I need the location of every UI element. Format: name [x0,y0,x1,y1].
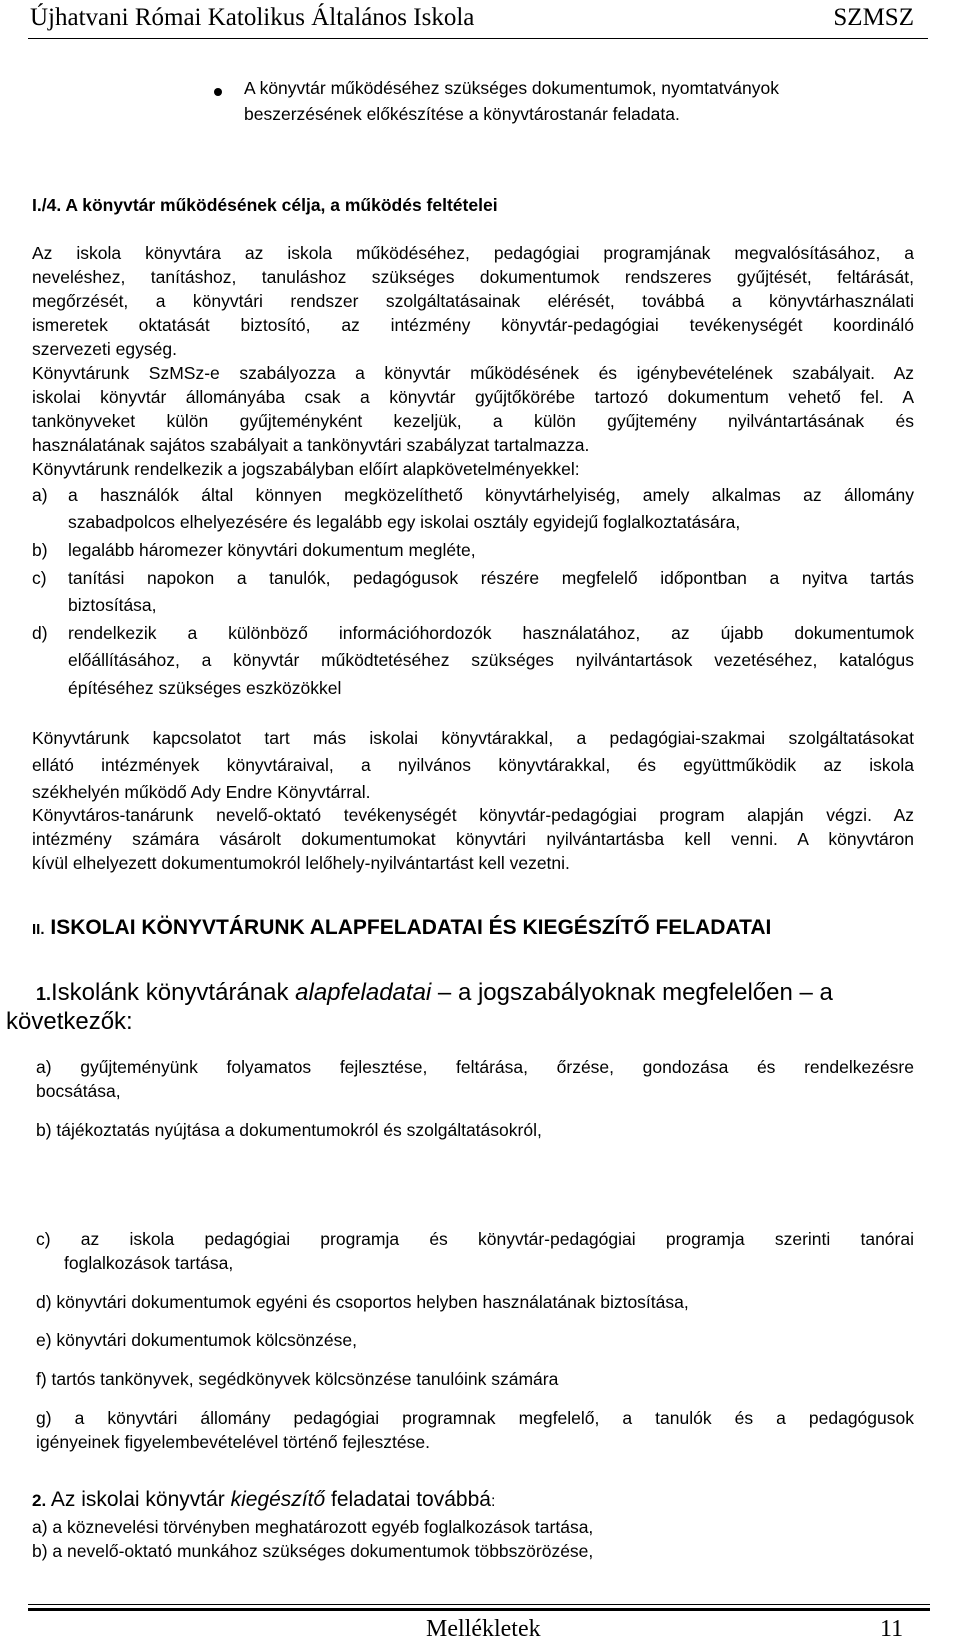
bullet-dot [214,88,222,96]
bullet-line: beszerzésének előkészítése a könyvtárostanár feladata. [244,104,680,124]
list-item-line: g) a könyvtári állomány pedagógiai programnak megfelelő, a tanulók és a pedagógusok [36,1408,914,1428]
list-item-line: legalább háromezer könyvtári dokumentum megléte, [68,540,476,560]
list-item-line: a) gyűjteményünk folyamatos fejlesztése, feltárása, őrzése, gondozása és rendelkezésre [36,1057,914,1077]
list-item-line: szabadpolcos elhelyezésére és legalább egy iskolai osztály egyidejű foglalkoztatására, [68,512,741,532]
subsection-number: 2. [32,1491,47,1510]
list-item-line: tanítási napokon a tanulók, pedagógusok részére megfelelő időpontban a nyitva tartás [68,568,914,588]
paragraph-line: ellátó intézmények könyvtáraival, a nyilvános könyvtárakkal, és együttműködik az iskola [32,755,914,775]
paragraph-line: Könyvtárunk rendelkezik a jogszabályban előírt alapkövetelményekkel: [32,459,580,479]
list-marker: c) [32,568,47,588]
section-heading [32,914,771,944]
list-item-line: d) könyvtári dokumentumok egyéni és csoportos helyben használatának biztosítása, [36,1292,689,1312]
list-item-line: b) tájékoztatás nyújtása a dokumentumokról és szolgáltatásokról, [36,1120,542,1140]
paragraph-line: Könyvtárunk kapcsolatot tart más iskolai könyvtárakkal, a pedagógiai-szakmai szolgáltatásokat [32,728,914,748]
bullet-line: A könyvtár működéséhez szükséges dokumentumok, nyomtatványok [244,78,779,98]
list-item-line: igényeinek figyelembevételével történő fejlesztése. [36,1432,430,1452]
paragraph-line: szervezeti egység. [32,339,177,359]
page-number: 11 [880,1616,904,1642]
document-code: SZMSZ [833,4,914,31]
paragraph-line: székhelyén működő Ady Endre Könyvtárral. [32,782,371,802]
subsection-number: 1. [36,984,52,1004]
list-item-line: b) a nevelő-oktató munkához szükséges dokumentumok többszörözése, [32,1541,594,1561]
section-heading: I./4. A könyvtár működésének célja, a működés feltételei [32,195,498,215]
list-item-line: a használók által könnyen megközelíthető könyvtárhelyiség, amely alkalmas az állomány [68,485,914,505]
list-item-line: rendelkezik a különböző információhordozók használatához, az újabb dokumentumok [68,623,914,643]
subsection-heading: 2. Az iskolai könyvtár kiegészítő feladatai továbbá: [32,1488,496,1511]
subsection-heading: 1.Iskolánk könyvtárának alapfeladatai – a jogszabályoknak megfelelően – a [36,979,833,1006]
paragraph-line: tankönyveket külön gyűjteményként kezeljük, a külön gyűjtemény nyilvántartásának és [32,411,914,431]
paragraph-line: használatának sajátos szabályait a tankönyvtári szabályzat tartalmazza. [32,435,590,455]
section-title: ISKOLAI KÖNYVTÁRUNK ALAPFELADATAI ÉS KIEGÉSZÍTŐ FELADATAI [50,916,772,939]
subsection-heading-line: következők: [6,1008,133,1035]
school-name: Újhatvani Római Katolikus Általános Iskola [30,4,475,31]
list-item-line: c) az iskola pedagógiai programja és könyvtár-pedagógiai programja szerinti tanórai [36,1229,914,1249]
footer-divider [28,1604,930,1605]
list-item-line: e) könyvtári dokumentumok kölcsönzése, [36,1330,357,1350]
paragraph-line: megőrzését, a könyvtári rendszer szolgáltatásainak elérését, továbbá a könyvtárhasználati [32,291,914,311]
list-item-line: a) a köznevelési törvényben meghatározott egyéb foglalkozások tartása, [32,1517,594,1537]
paragraph-line: Könyvtárunk SzMSz-e szabályozza a könyvtár működésének és igénybevételének szabályait. Az [32,363,914,383]
list-item-line: foglalkozások tartása, [64,1253,234,1273]
list-item-line: előállításához, a könyvtár működtetéséhez szükséges nyilvántartások vezetéséhez, katalógus [68,650,914,670]
list-item-line: bocsátása, [36,1081,121,1101]
list-marker: d) [32,623,48,643]
list-item-line: építéséhez szükséges eszközökkel [68,678,342,698]
list-marker: b) [32,540,48,560]
paragraph-line: ismeretek oktatását biztosító, az intézmény könyvtár-pedagógiai tevékenységét koordináló [32,315,914,335]
paragraph-line: kívül elhelyezett dokumentumokról lelőhely-nyilvántartást kell vezetni. [32,853,570,873]
list-item-line: f) tartós tankönyvek, segédkönyvek kölcsönzése tanulóink számára [36,1369,559,1389]
paragraph-line: Az iskola könyvtára az iskola működéséhez, pedagógiai programjának megvalósításához, a [32,243,914,263]
page-header [28,0,928,39]
paragraph-line: Könyvtáros-tanárunk nevelő-oktató tevékenységét könyvtár-pedagógiai program alapján végzi. Az [32,805,914,825]
section-number: II. [32,921,45,938]
paragraph-line: intézmény számára vásárolt dokumentumokat könyvtári nyilvántartásba kell venni. A könyvtáron [32,829,914,849]
paragraph-line: neveléshez, tanításhoz, tanuláshoz szükséges dokumentumok rendszeres gyűjtését, feltárását, [32,267,914,287]
footer-label: Mellékletek [426,1616,541,1642]
footer-divider [28,1608,930,1611]
list-item-line: biztosítása, [68,595,157,615]
list-marker: a) [32,485,48,505]
paragraph-line: iskolai könyvtár állományába csak a könyvtár gyűjtőkörébe tartozó dokumentum vehető fel. A [32,387,914,407]
